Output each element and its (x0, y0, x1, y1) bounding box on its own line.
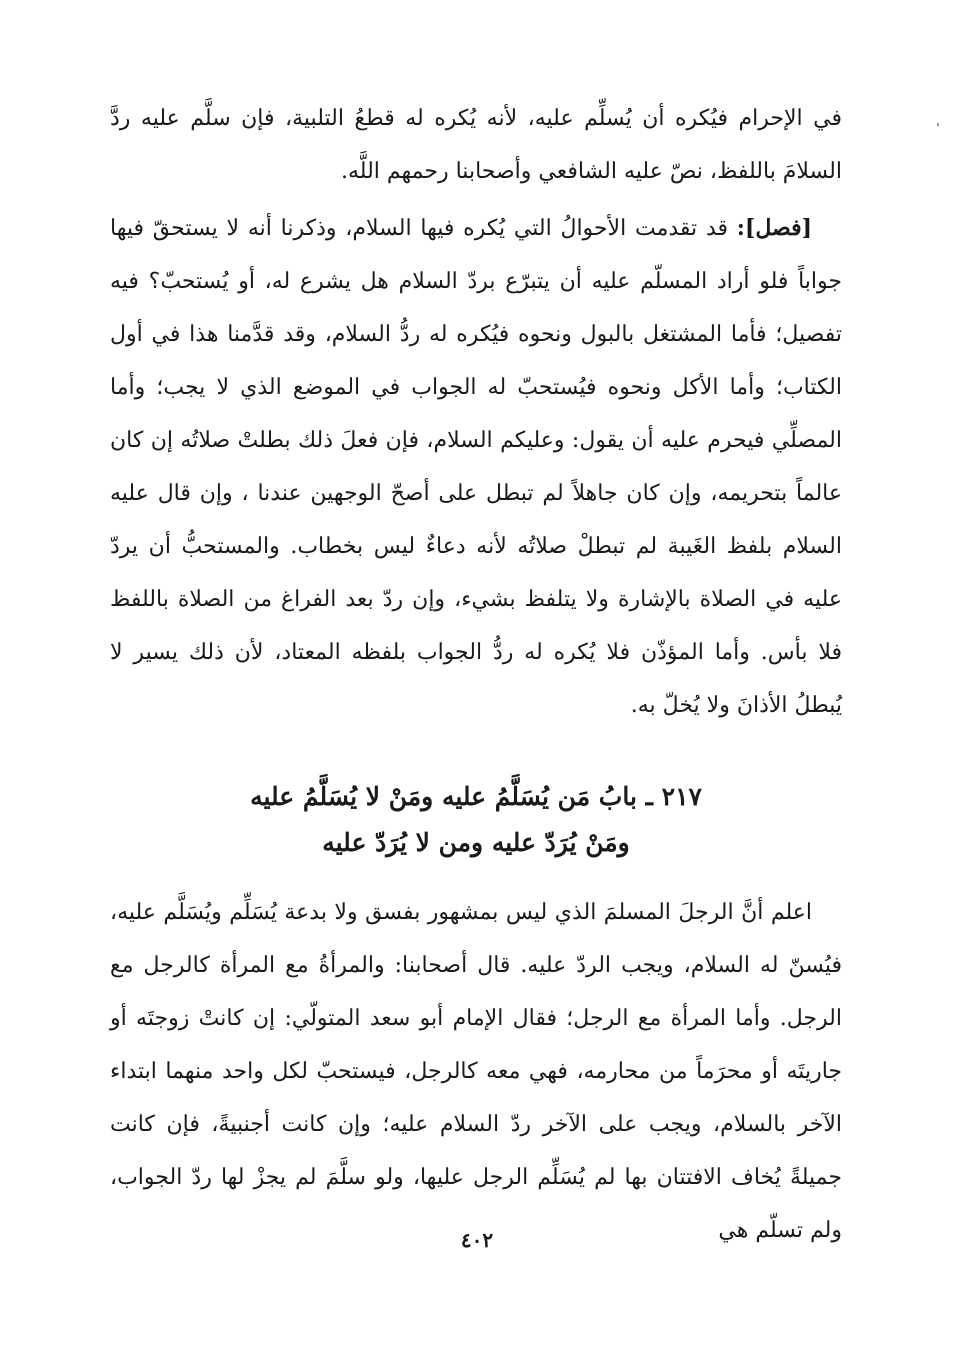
paragraph-ihram: في الإحرام فيُكره أن يُسلِّم عليه، لأنه يُكره له قطعُ التلبية، فإن سلَّم عليه ردَّ السلامَ باللفظ، نصّ عليه الشافعي وأصحابنا رحمهم اللَّه. (110, 106, 842, 184)
fasl-label: [فصل]: (736, 215, 812, 241)
chapter-heading-line-2: ومَنْ يُرَدّ عليه ومن لا يُرَدّ عليه (322, 828, 630, 857)
chapter-heading-line-1: ٢١٧ ـ بابُ مَن يُسَلَّمُ عليه ومَنْ لا يُسَلَّمُ عليه (250, 782, 702, 811)
paragraph-chapter-body: اعلم أنَّ الرجلَ المسلمَ الذي ليس بمشهور بفسق ولا بدعة يُسَلِّم ويُسَلَّم عليه، فيُسنّ له السلام، ويجب الردّ عليه. قال أصحابنا: والمرأةُ مع المرأة كالرجل مع الرجل. وأما المرأة مع الرجل؛ فقال الإمام أبو سعد المتولّي: إن كانتْ زوجتَه أو جاريتَه أو محرَماً من محارمه، فهي معه كالرجل، فيستحبّ لكل واحد منهما ابتداء الآخر بالسلام، ويجب على الآخر ردّ السلام عليه؛ وإن كانت أجنبيةً، فإن كانت جميلةً يُخاف الافتتان بها لم يُسَلِّم الرجل عليها، ولو سلَّمَ لم يجزْ لها ردّ الجواب، ولم تسلّم هي (110, 900, 842, 1243)
paragraph-fasl (110, 202, 842, 732)
scan-speck (937, 123, 939, 126)
page-body (110, 92, 842, 1257)
fasl-text: قد تقدمت الأحوالُ التي يُكره فيها السلام، وذكرنا أنه لا يستحقّ فيها جواباً فلو أراد المسلّم عليه أن يتبرّع بردّ السلام هل يشرع له، أو يُستحبّ؟ فيه تفصيل؛ فأما المشتغل بالبول ونحوه فيُكره له ردُّ السلام، وقد قدَّمنا هذا في أول الكتاب؛ وأما الأكل ونحوه فيُستحبّ له الجواب في الموضع الذي لا يجب؛ وأما المصلِّي فيحرم عليه أن يقول: وعليكم السلام، فإن فعلَ ذلك بطلتْ صلاتُه إن كان عالماً بتحريمه، وإن كان جاهلاً لم تبطل على أصحّ الوجهين عندنا ، وإن قال عليه السلام بلفظ الغَيبة لم تبطلْ صلاتُه لأنه دعاءٌ ليس بخطاب. والمستحبُّ أن يردّ عليه في الصلاة بالإشارة ولا يتلفظ بشيء، وإن ردّ بعد الفراغ من الصلاة باللفظ فلا بأس. وأما المؤذّن فلا يُكره له ردُّ الجواب بلفظه المعتاد، لأن ذلك يسير لا يُبطلُ الأذانَ ولا يُخلّ به. (110, 216, 842, 718)
page-number: ٤٠٢ (460, 1228, 494, 1252)
chapter-heading (110, 774, 842, 866)
